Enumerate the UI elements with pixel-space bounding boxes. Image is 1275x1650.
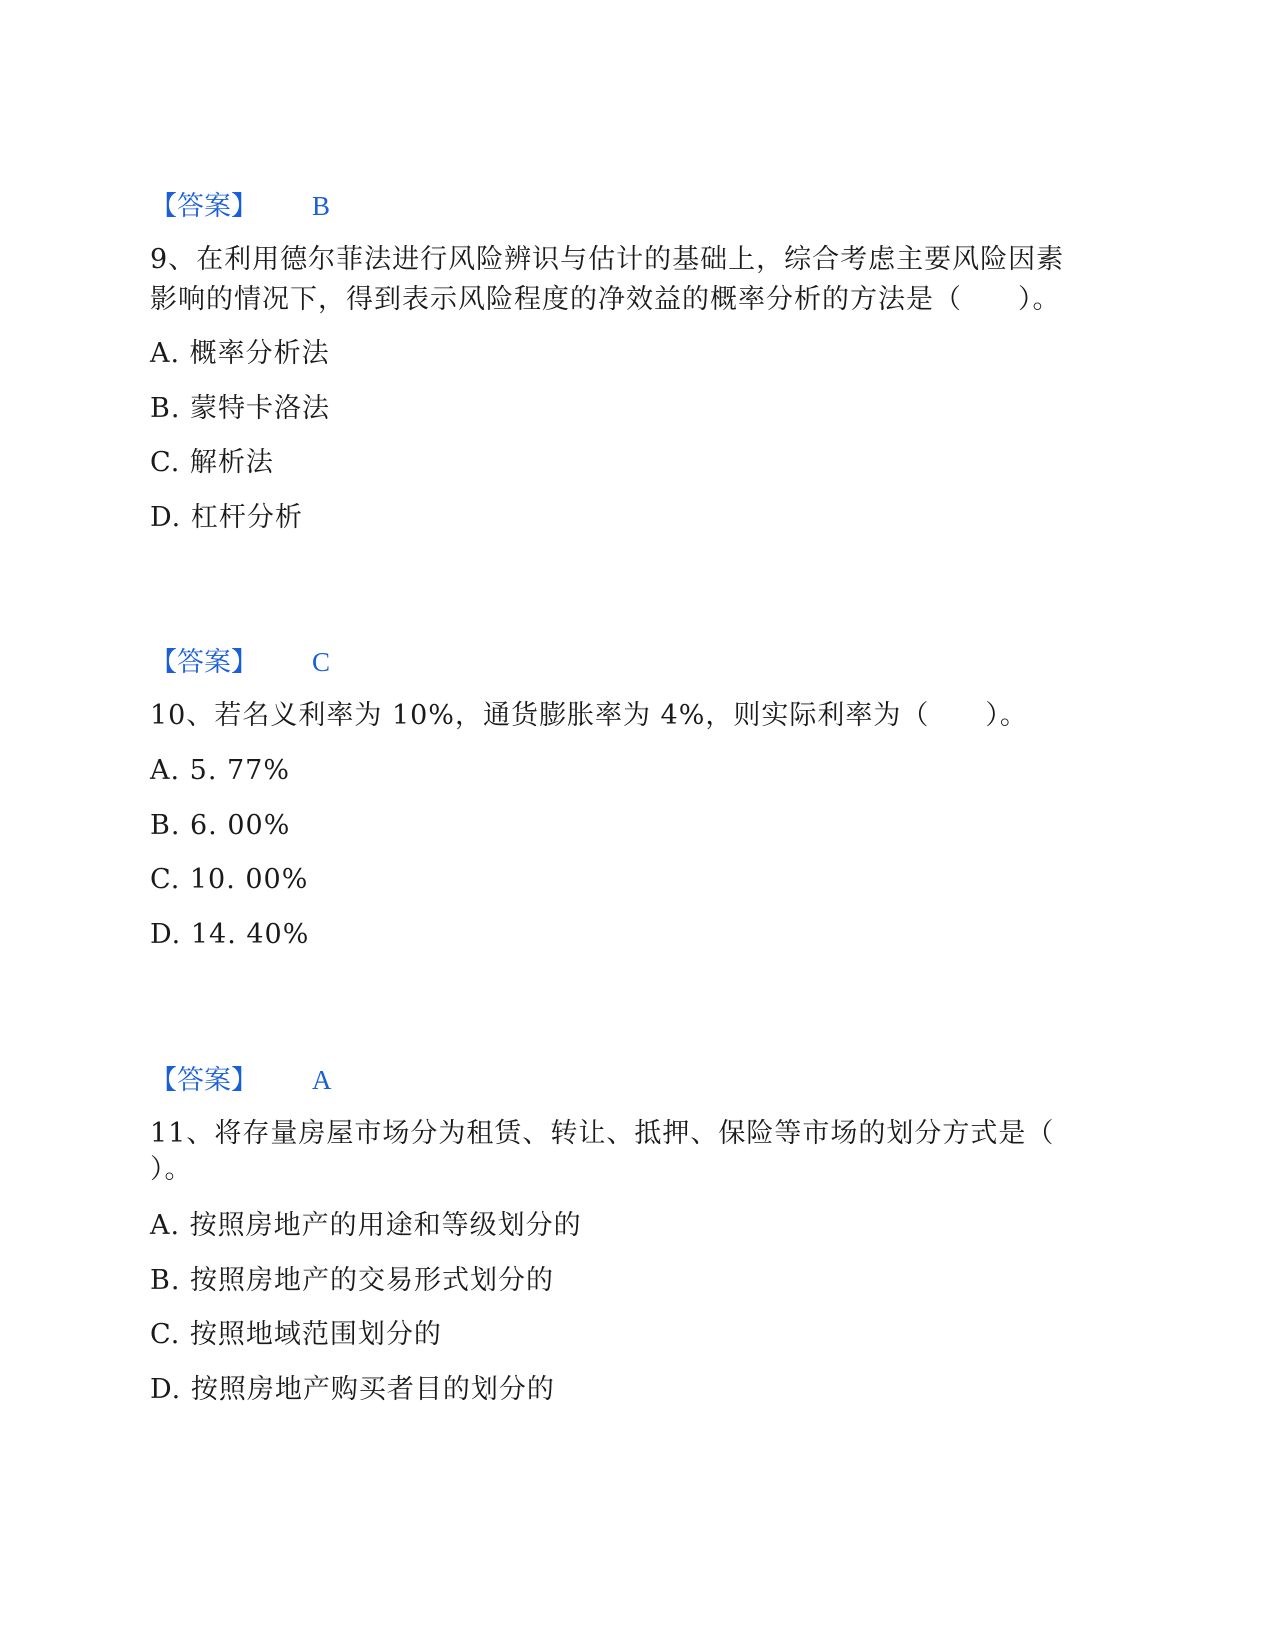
answer-line (150, 1060, 332, 1101)
option-a: A. 按照房地产的用途和等级划分的 (150, 1210, 582, 1241)
question-text-line: 10、若名义利率为 10%，通货膨胀率为 4%，则实际利率为（ ）。 (150, 700, 1028, 731)
answer-line (150, 186, 330, 227)
option-b: B. 按照房地产的交易形式划分的 (150, 1265, 555, 1296)
option-c: C. 解析法 (150, 447, 274, 478)
question-text-line: ）。 (150, 1154, 193, 1185)
option-b: B. 蒙特卡洛法 (150, 393, 331, 424)
option-c: C. 10. 00% (150, 864, 309, 895)
option-b: B. 6. 00% (150, 810, 291, 841)
option-d: D. 按照房地产购买者目的划分的 (150, 1374, 555, 1405)
option-a: A. 5. 77% (150, 755, 291, 786)
answer-value: A (312, 1065, 332, 1095)
answer-value: B (312, 191, 331, 221)
option-d: D. 14. 40% (150, 919, 310, 950)
question-text-line: 11、将存量房屋市场分为租赁、转让、抵押、保险等市场的划分方式是（ (150, 1118, 1055, 1149)
option-c: C. 按照地域范围划分的 (150, 1319, 442, 1350)
option-d: D. 杠杆分析 (150, 502, 303, 533)
answer-tag: 【答案】 (150, 647, 258, 678)
answer-value: C (312, 647, 331, 677)
answer-tag: 【答案】 (150, 1065, 258, 1096)
answer-tag: 【答案】 (150, 191, 258, 222)
question-text-line: 影响的情况下，得到表示风险程度的净效益的概率分析的方法是（ ）。 (150, 284, 1061, 315)
option-a: A. 概率分析法 (150, 338, 330, 369)
answer-line (150, 642, 330, 683)
question-text-line: 9、在利用德尔菲法进行风险辨识与估计的基础上，综合考虑主要风险因素 (150, 244, 1065, 275)
